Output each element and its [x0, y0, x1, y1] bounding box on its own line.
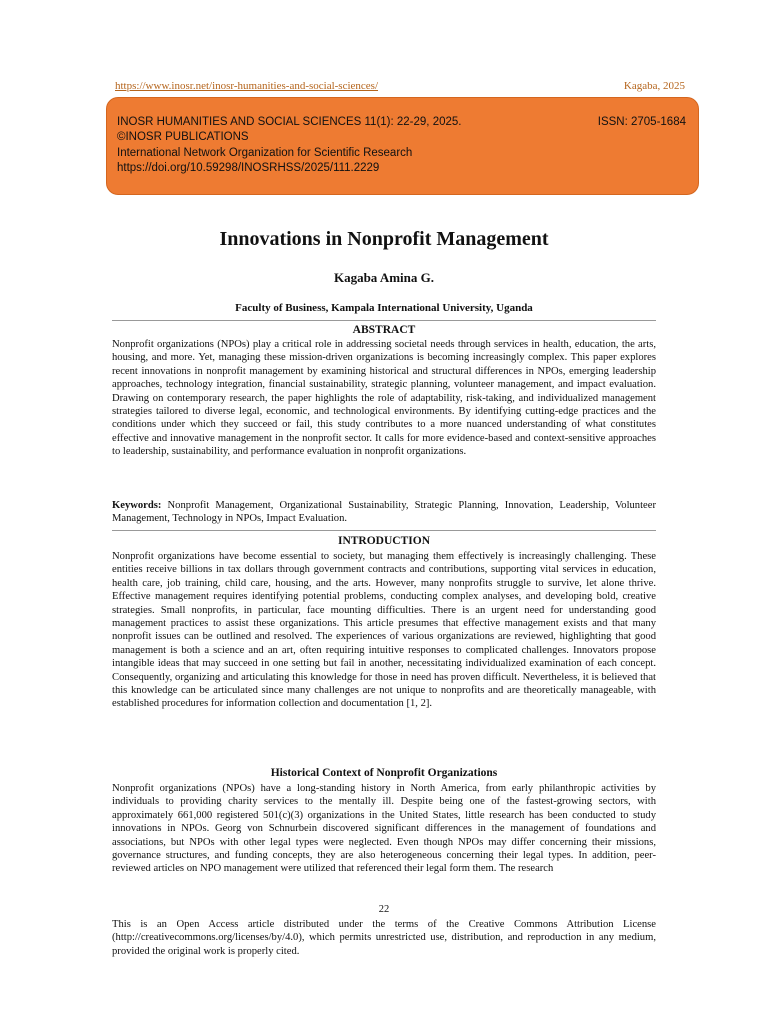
introduction-heading: INTRODUCTION — [337, 535, 430, 547]
article-author: Kagaba Amina G. — [333, 270, 435, 285]
history-body: Nonprofit organizations (NPOs) have a long-standing history in North America, from early philanthropic activities by individuals to providing charity services to the mentally ill. Despite being one of the fastest-growing sectors, with approximately 661,000 registered 501(c)(3) organizations in the United States, little research has been conducted to study innovations in NPOs. Georg von Schnurbein discovered significant differences in the management of foundations and associations, but NPOs with other legal types were neglected. Even though NPOs may differ concerning their missions, governance structures, and funding concepts, they are also heterogeneous concerning their legal types. In addition, peer-reviewed articles on NPO management were utilized that referenced their legal form them. The research — [112, 783, 656, 875]
article-title: Innovations in Nonprofit Management — [219, 228, 549, 250]
abstract-heading: ABSTRACT — [352, 324, 416, 336]
publisher-line: ©INOSR PUBLICATIONS — [117, 131, 249, 143]
history-subheading: Historical Context of Nonprofit Organizations — [270, 767, 498, 779]
abstract-top-divider — [112, 320, 656, 321]
author-affiliation: Faculty of Business, Kampala International University, Uganda — [235, 302, 533, 314]
organization-line: International Network Organization for Scientific Research — [117, 147, 413, 159]
keywords-label: Keywords: — [112, 500, 162, 511]
introduction-body: Nonprofit organizations have become essential to society, but managing them effectively is increasingly challenging. These entities receive billions in tax dollars through government contracts and contributions, supporting vital services in education, health care, job training, child care, housing, and the arts. However, many nonprofits struggle to survive, let alone thrive. Effective management requires identifying potential problems, conducting complex analyses, and developing bold, creative strategies. Small nonprofits, in particular, face mounting difficulties. There is an urgent need for understanding good management practices to assist these organizations. This article presumes that effective management exists and that many nonprofit issues can be outlined and resolved. The experiences of various organizations are reviewed, highlighting that good management is both a science and an art, often requiring intuitive responses to complicated challenges. Innovators propose intangible ideas that may succeed in one setting but fail in another, necessitating individualized examination of each concept. Consequently, organizing and articulating this knowledge for those in need has proven difficult. Nevertheless, it is believed that this knowledge can be articulated since many challenges are not unique to nonprofits and are theoretically manageable, with established procedures for information collection and documentation [1, 2]. — [112, 551, 656, 710]
keywords-list: Nonprofit Management, Organizational Sustainability, Strategic Planning, Innovation, Leadership, Volunteer Management, Technology in NPOs, Impact Evaluation. — [112, 500, 656, 525]
running-header — [115, 80, 685, 96]
journal-banner — [106, 97, 699, 195]
license-footer: This is an Open Access article distributed under the terms of the Creative Commons Attribution License (http://creativecommons.org/licenses/by/4.0), which permits unrestricted use, distribution, and reproduction in any medium, provided the original work is properly cited. — [112, 919, 656, 957]
running-author-year: Kagaba, 2025 — [623, 80, 685, 92]
issn-label: ISSN: 2705-1684 — [597, 116, 686, 128]
abstract-body: Nonprofit organizations (NPOs) play a critical role in addressing societal needs through services in health, education, the arts, housing, and more. Yet, managing these mission-driven organizations is becoming increasingly complex. This paper explores recent innovations in nonprofit management by examining historical and structural differences in NPOs, emerging leadership approaches, technology integration, financial sustainability, strategic planning, volunteer management, and impact evaluation. Drawing on contemporary research, the paper highlights the role of adaptability, risk-taking, and individualized management strategies tailored to diverse legal, economic, and technological environments. By identifying cutting-edge practices and the conditions under which they succeed or fail, this study contributes to a more nuanced understanding of what constitutes effective and innovative management in the nonprofit sector. It calls for more evidence-based and context-sensitive approaches to leadership, sustainability, and performance evaluation in nonprofit organizations. — [112, 339, 656, 458]
journal-url-link[interactable]: https://www.inosr.net/inosr-humanities-and-social-sciences/ — [115, 80, 379, 92]
page-number: 22 — [378, 904, 390, 915]
introduction-divider — [112, 530, 656, 531]
journal-citation-line: INOSR HUMANITIES AND SOCIAL SCIENCES 11(1): 22-29, 2025. — [117, 116, 462, 128]
doi-link[interactable]: https://doi.org/10.59298/INOSRHSS/2025/111.2229 — [117, 162, 380, 174]
keywords-paragraph — [112, 499, 656, 526]
